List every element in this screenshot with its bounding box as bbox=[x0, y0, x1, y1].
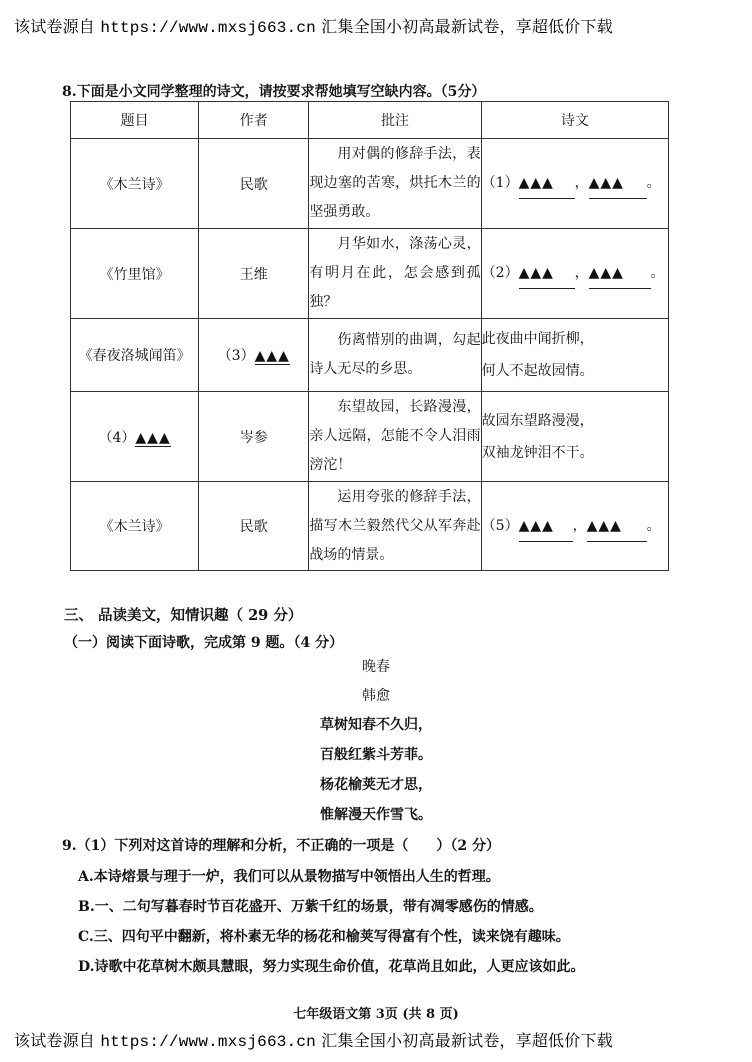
banner-prefix: 该试卷源自 bbox=[14, 17, 96, 36]
row-author: 民歌 bbox=[199, 139, 309, 229]
poem-title: 晚春 bbox=[362, 659, 390, 675]
table-row bbox=[71, 139, 669, 229]
header-title: 题目 bbox=[71, 102, 199, 139]
row-title: 《木兰诗》 bbox=[71, 482, 199, 571]
question-8-title: 8.下面是小文同学整理的诗文，请按要求帮她填写空缺内容。（5分） bbox=[62, 84, 486, 100]
row-poem-blank[interactable]: （1）▲▲▲ ，▲▲▲ 。 bbox=[481, 139, 668, 229]
row-poem: 故园东望路漫漫， 双袖龙钟泪不干。 bbox=[481, 392, 668, 482]
row-title-blank[interactable]: （4）▲▲▲ bbox=[71, 392, 199, 482]
section-3-heading: 三、 品读美文，知情识趣（ 29 分） bbox=[64, 607, 303, 624]
row-note: 运用夸张的修辞手法，描写木兰毅然代父从军奔赴战场的情景。 bbox=[309, 482, 481, 571]
row-poem-blank[interactable]: （5）▲▲▲ ，▲▲▲ 。 bbox=[481, 482, 668, 571]
source-banner-top bbox=[14, 14, 613, 37]
blank-triangles: ▲▲▲ bbox=[518, 265, 554, 281]
page-footer: 七年级语文第 3页 (共 8 页) bbox=[293, 1007, 459, 1022]
banner-url[interactable]: https://www.mxsj663.cn bbox=[100, 1033, 316, 1051]
row-title: 《春夜洛城闻笛》 bbox=[71, 319, 199, 392]
section-3-part-1: （一）阅读下面诗歌，完成第 9 题。（4 分） bbox=[64, 635, 344, 651]
row-author: 民歌 bbox=[199, 482, 309, 571]
row-title: 《竹里馆》 bbox=[71, 229, 199, 319]
row-note: 伤离惜别的曲调，勾起诗人无尽的乡思。 bbox=[309, 319, 481, 392]
table-row bbox=[71, 482, 669, 571]
row-author: 王维 bbox=[199, 229, 309, 319]
poem-line: 百般红紫斗芳菲。 bbox=[320, 747, 432, 763]
table-header-row bbox=[71, 102, 669, 139]
blank-triangles: ▲▲▲ bbox=[518, 517, 554, 534]
table-row bbox=[71, 319, 669, 392]
option-c[interactable]: C.三、四句平中翻新，将朴素无华的杨花和榆荚写得富有个性，读来饶有趣味。 bbox=[78, 929, 570, 945]
poem-line: 杨花榆荚无才思， bbox=[320, 777, 432, 793]
poem-author: 韩愈 bbox=[362, 688, 390, 704]
row-note: 用对偶的修辞手法，表现边塞的苦寒，烘托木兰的坚强勇敢。 bbox=[309, 139, 481, 229]
blank-triangles: ▲▲▲ bbox=[518, 175, 554, 191]
poem-line: 惟解漫天作雪飞。 bbox=[320, 807, 432, 823]
option-b[interactable]: B.一、二句写暮春时节百花盛开、万紫千红的场景，带有凋零感伤的情感。 bbox=[78, 899, 543, 915]
blank-triangles: ▲▲▲ bbox=[588, 265, 624, 281]
poem-table bbox=[70, 101, 669, 571]
banner-prefix: 该试卷源自 bbox=[14, 1031, 96, 1050]
banner-suffix: 汇集全国小初高最新试卷，享超低价下载 bbox=[321, 17, 613, 36]
poem-line: 草树知春不久归， bbox=[320, 717, 432, 733]
row-title: 《木兰诗》 bbox=[71, 139, 199, 229]
header-note: 批注 bbox=[309, 102, 481, 139]
table-row bbox=[71, 392, 669, 482]
row-poem: 此夜曲中闻折柳， 何人不起故园情。 bbox=[481, 319, 668, 392]
banner-suffix: 汇集全国小初高最新试卷，享超低价下载 bbox=[321, 1031, 613, 1050]
blank-triangles: ▲▲▲ bbox=[588, 175, 624, 191]
row-note: 东望故园，长路漫漫，亲人远隔，怎能不令人泪雨滂沱！ bbox=[309, 392, 481, 482]
row-note: 月华如水，涤荡心灵，有明月在此，怎会感到孤独？ bbox=[309, 229, 481, 319]
row-poem-blank[interactable]: （2）▲▲▲ ，▲▲▲ 。 bbox=[481, 229, 668, 319]
table-row bbox=[71, 229, 669, 319]
banner-url[interactable]: https://www.mxsj663.cn bbox=[100, 19, 316, 37]
source-banner-bottom bbox=[14, 1028, 613, 1051]
blank-triangles: ▲▲▲ bbox=[135, 429, 171, 446]
option-a[interactable]: A.本诗熔景与理于一炉，我们可以从景物描写中领悟出人生的哲理。 bbox=[78, 869, 500, 885]
blank-triangles: ▲▲▲ bbox=[586, 517, 622, 534]
row-author-blank[interactable]: （3）▲▲▲ bbox=[199, 319, 309, 392]
header-poem: 诗文 bbox=[481, 102, 668, 139]
question-9-stem: 9.（1）下列对这首诗的理解和分析，不正确的一项是（ ）（2 分） bbox=[62, 838, 500, 854]
row-author: 岑参 bbox=[199, 392, 309, 482]
blank-triangles: ▲▲▲ bbox=[254, 348, 290, 364]
header-author: 作者 bbox=[199, 102, 309, 139]
option-d[interactable]: D.诗歌中花草树木颇具慧眼，努力实现生命价值，花草尚且如此，人更应该如此。 bbox=[78, 959, 585, 975]
